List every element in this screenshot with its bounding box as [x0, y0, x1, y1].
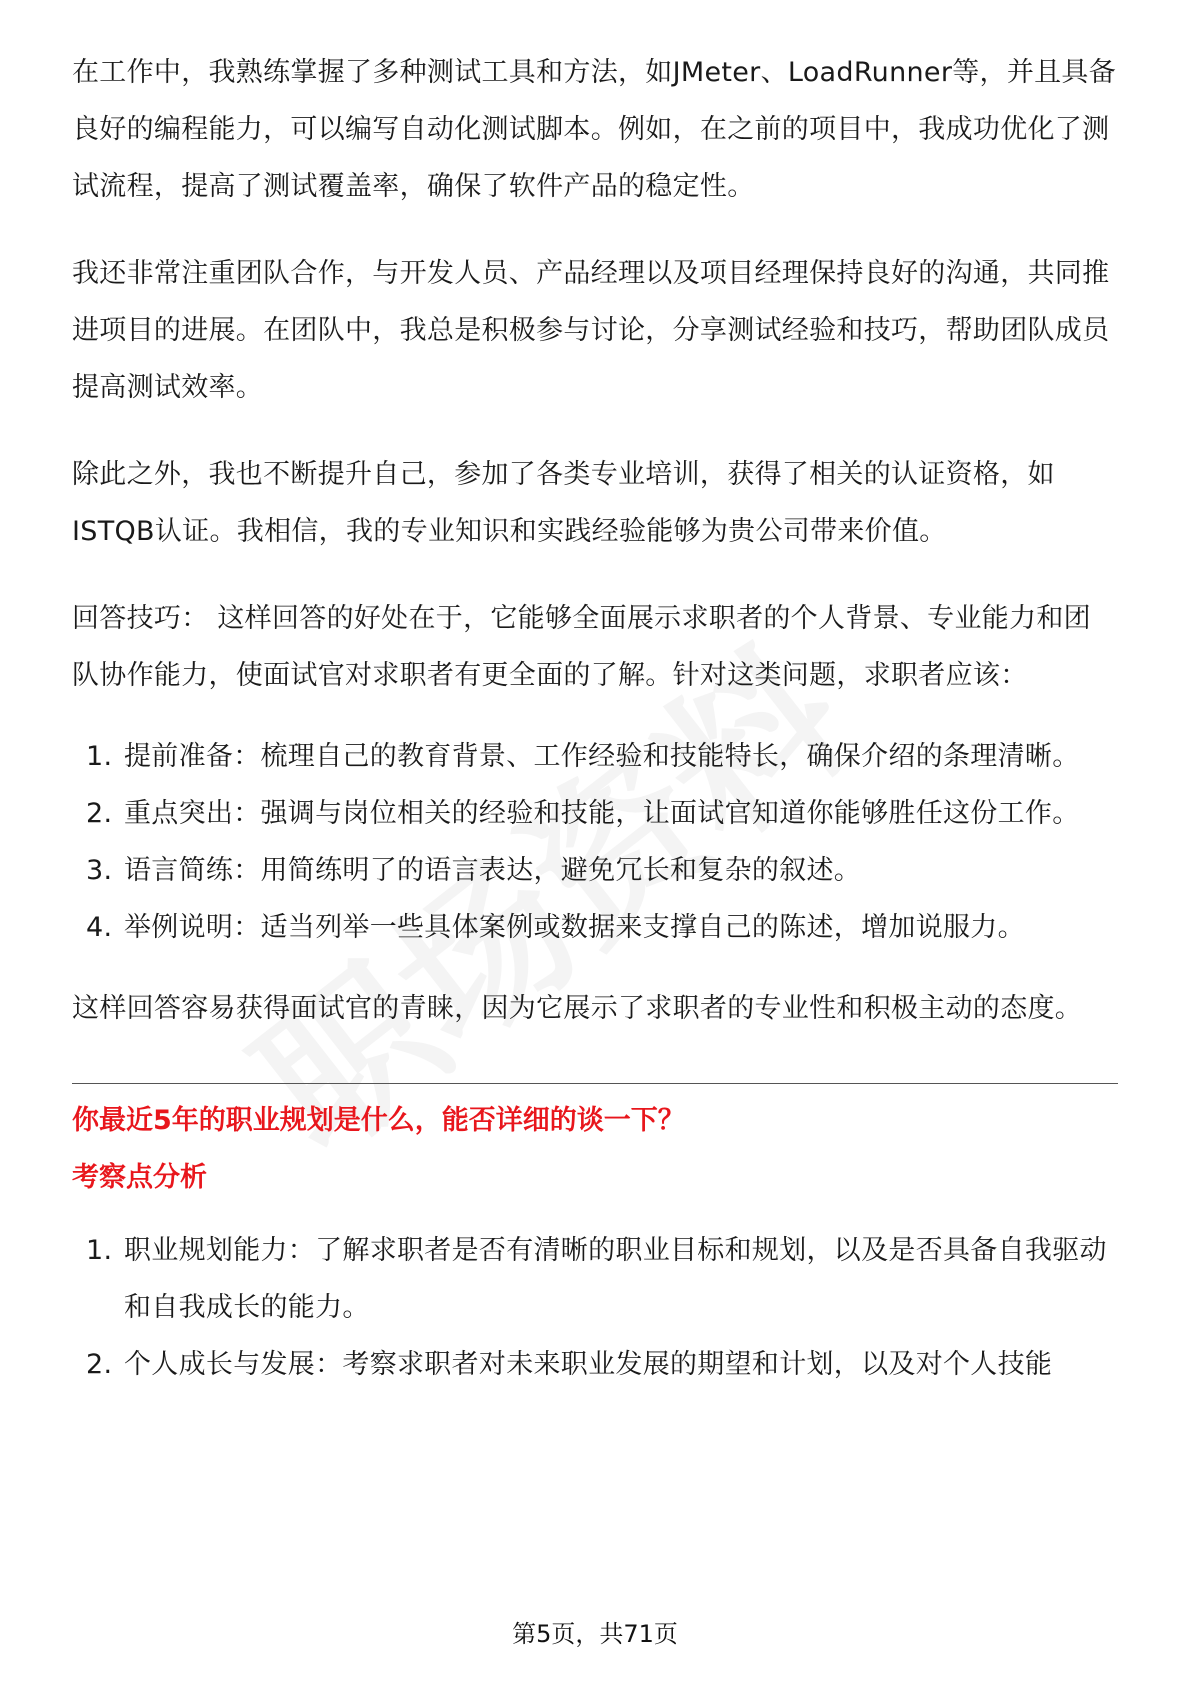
paragraph-closing: 这样回答容易获得面试官的青睐，因为它展示了求职者的专业性和积极主动的态度。	[72, 993, 1083, 1024]
paragraph-training: 除此之外，我也不断提升自己，参加了各类专业培训，获得了相关的认证资格，如ISTQB认证。我相信，我的专业知识和实践经验能够为贵公司带来价值。	[72, 459, 1055, 547]
list-text: 职业规划能力：了解求职者是否有清晰的职业目标和规划，以及是否具备自我驱动和自我成长的能力。	[124, 1235, 1107, 1323]
page-footer: 第5页，共71页	[512, 1620, 678, 1648]
paragraph-teamwork: 我还非常注重团队合作，与开发人员、产品经理以及项目经理保持良好的沟通，共同推进项目的进展。在团队中，我总是积极参与讨论，分享测试经验和技巧，帮助团队成员提高测试效率。	[72, 258, 1110, 403]
list-number: 2.	[86, 1349, 113, 1380]
list-number: 1.	[86, 1235, 113, 1266]
page-content	[72, 44, 1118, 1393]
paragraph-skills: 在工作中，我熟练掌握了多种测试工具和方法，如JMeter、LoadRunner等，并且具备良好的编程能力，可以编写自动化测试脚本。例如，在之前的项目中，我成功优化了测试流程，提高了测试覆盖率，确保了软件产品的稳定性。	[72, 57, 1117, 202]
list-text: 举例说明：适当列举一些具体案例或数据来支撑自己的陈述，增加说服力。	[124, 912, 1025, 943]
list-text: 提前准备：梳理自己的教育背景、工作经验和技能特长，确保介绍的条理清晰。	[124, 741, 1080, 772]
list-number: 4.	[86, 912, 113, 943]
tips-list	[72, 728, 1118, 956]
list-item	[72, 1222, 1118, 1336]
list-item	[72, 785, 1118, 842]
list-text: 语言简练：用简练明了的语言表达，避免冗长和复杂的叙述。	[124, 855, 862, 886]
analysis-list	[72, 1222, 1118, 1393]
list-text: 个人成长与发展：考察求职者对未来职业发展的期望和计划，以及对个人技能	[124, 1349, 1053, 1380]
list-item	[72, 899, 1118, 956]
list-item	[72, 728, 1118, 785]
list-number: 1.	[86, 741, 113, 772]
question-title: 你最近5年的职业规划是什么，能否详细的谈一下？	[72, 1105, 685, 1136]
list-number: 2.	[86, 798, 113, 829]
list-item	[72, 1336, 1118, 1393]
section-divider	[72, 1083, 1118, 1084]
paragraph-answer-tips: 回答技巧： 这样回答的好处在于，它能够全面展示求职者的个人背景、专业能力和团队协作能力，使面试官对求职者有更全面的了解。针对这类问题，求职者应该：	[72, 603, 1091, 691]
question-subtitle: 考察点分析	[72, 1162, 207, 1193]
list-item	[72, 842, 1118, 899]
list-number: 3.	[86, 855, 113, 886]
list-text: 重点突出：强调与岗位相关的经验和技能，让面试官知道你能够胜任这份工作。	[124, 798, 1080, 829]
